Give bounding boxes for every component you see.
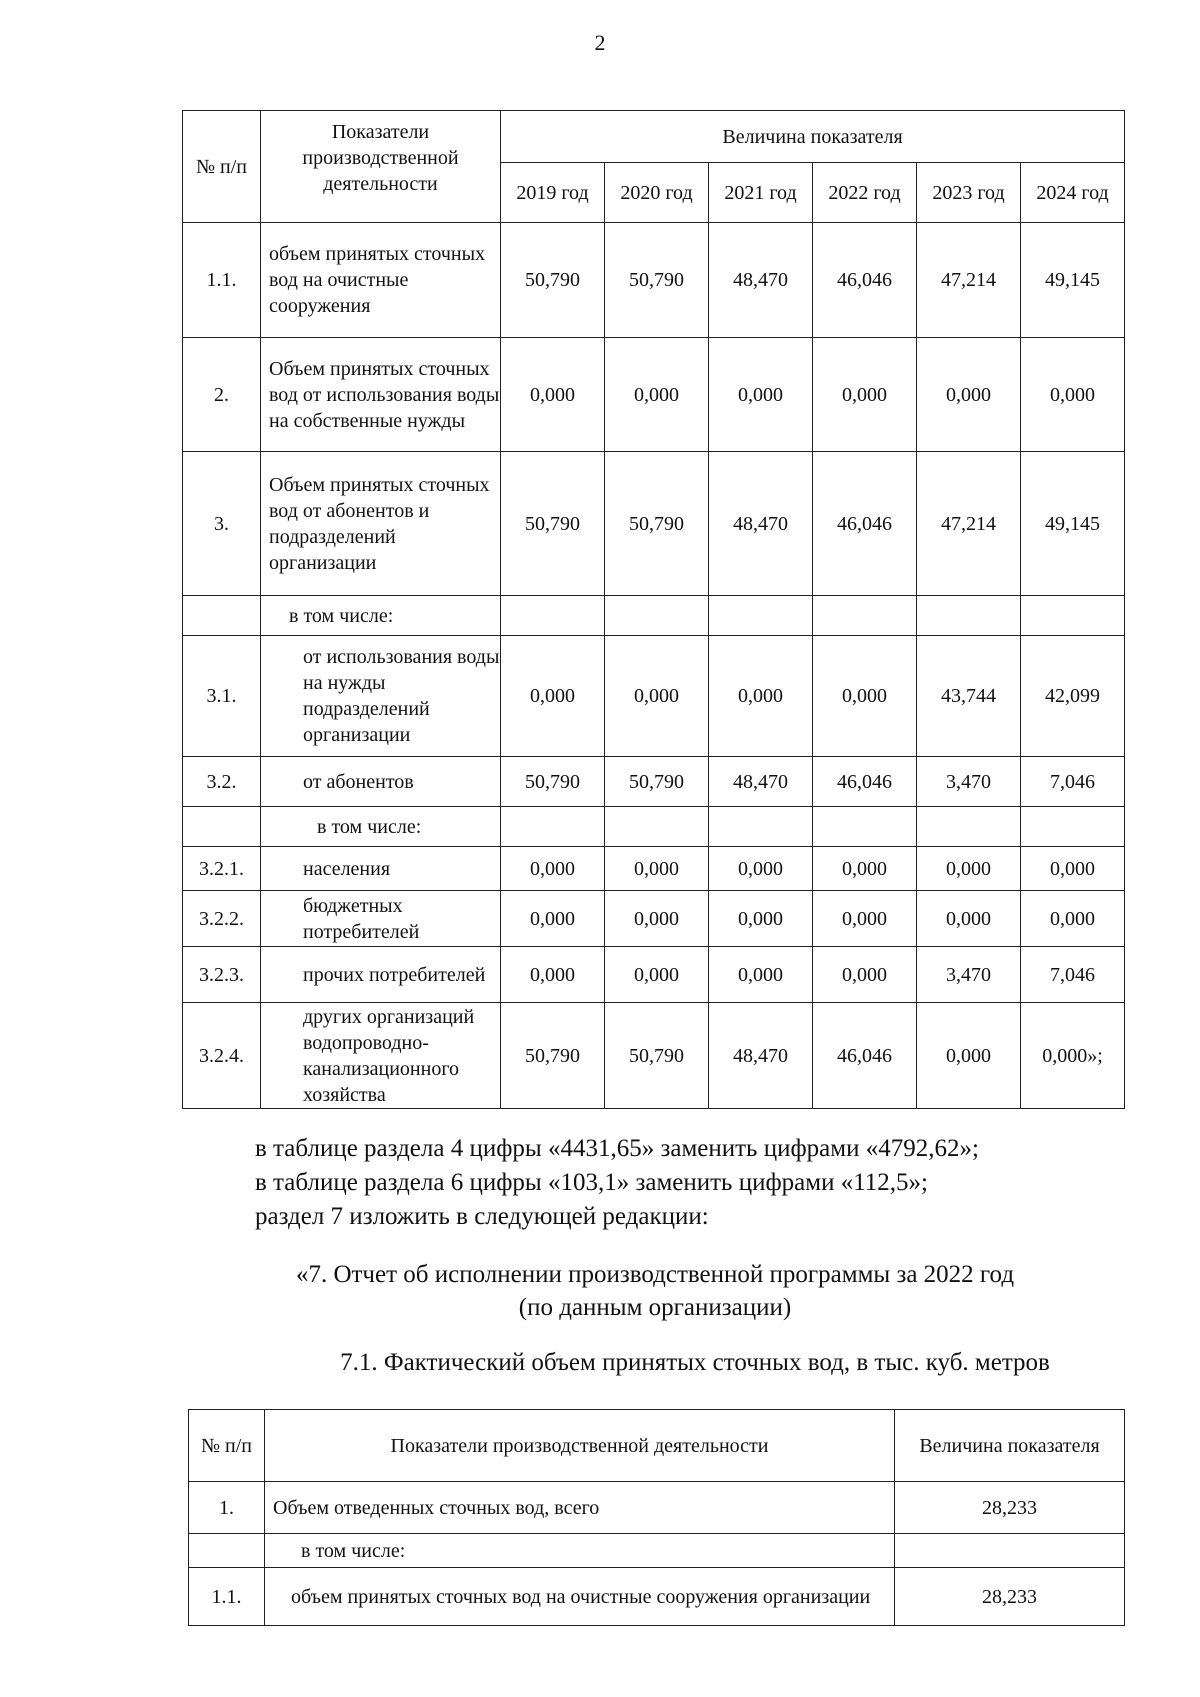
row-value: 3,470 — [917, 757, 1021, 807]
row-value: 50,790 — [501, 223, 605, 338]
row-value: 7,046 — [1021, 757, 1125, 807]
row-value: 47,214 — [917, 452, 1021, 596]
row-value: 0,000 — [605, 947, 709, 1003]
row-label: от использования воды на нужды подразделений организации — [261, 636, 501, 757]
table-row — [189, 1534, 1125, 1568]
row-label: прочих потребителей — [261, 947, 501, 1003]
row-label: населения — [261, 847, 501, 891]
row-num: 3.2. — [183, 757, 261, 807]
table-row — [189, 1482, 1125, 1534]
subsection-title: 7.1. Фактический объем принятых сточных вод, в тыс. куб. метров — [340, 1349, 1050, 1376]
header-value-group: Величина показателя — [501, 111, 1125, 163]
row-value: 43,744 — [917, 636, 1021, 757]
header-indicator: Показатели производственной деятельности — [265, 1410, 895, 1482]
wastewater-volume-table — [188, 1409, 1125, 1626]
row-value: 0,000 — [501, 636, 605, 757]
row-num: 1.1. — [189, 1568, 265, 1626]
table-row — [183, 757, 1125, 807]
row-value: 0,000 — [813, 891, 917, 947]
row-value: 0,000 — [917, 891, 1021, 947]
row-value: 7,046 — [1021, 947, 1125, 1003]
row-label: бюджетных потребителей — [261, 891, 501, 947]
header-year: 2020 год — [605, 163, 709, 223]
row-value: 0,000 — [501, 338, 605, 452]
table-row — [189, 1568, 1125, 1626]
row-value: 0,000 — [813, 847, 917, 891]
table-row — [183, 947, 1125, 1003]
row-value: 0,000 — [709, 891, 813, 947]
row-value: 0,000 — [1021, 847, 1125, 891]
row-value: 0,000 — [605, 636, 709, 757]
amendment-paragraph: в таблице раздела 4 цифры «4431,65» заменить цифрами «4792,62»; — [255, 1135, 979, 1162]
header-year: 2024 год — [1021, 163, 1125, 223]
row-value: 50,790 — [605, 452, 709, 596]
row-num: 3.2.1. — [183, 847, 261, 891]
row-value: 0,000»; — [1021, 1003, 1125, 1109]
table-row — [183, 338, 1125, 452]
row-value: 50,790 — [605, 757, 709, 807]
header-year: 2023 год — [917, 163, 1021, 223]
row-value: 0,000 — [813, 636, 917, 757]
table-row — [183, 636, 1125, 757]
row-label: объем принятых сточных вод на очистные сооружения — [261, 223, 501, 338]
row-label: других организаций водопроводно-канализационного хозяйства — [261, 1003, 501, 1109]
table-row — [183, 223, 1125, 338]
row-value: 50,790 — [605, 1003, 709, 1109]
row-num: 3.2.4. — [183, 1003, 261, 1109]
header-year: 2019 год — [501, 163, 605, 223]
row-num — [189, 1534, 265, 1568]
row-num: 3.2.2. — [183, 891, 261, 947]
row-value — [895, 1534, 1125, 1568]
row-value: 0,000 — [917, 338, 1021, 452]
table-row — [183, 1003, 1125, 1109]
page-number: 2 — [594, 30, 606, 55]
row-value: 49,145 — [1021, 223, 1125, 338]
row-num: 3.1. — [183, 636, 261, 757]
row-label: в том числе: — [261, 596, 501, 636]
row-num — [183, 807, 261, 847]
row-value: 0,000 — [709, 847, 813, 891]
section-title: «7. Отчет об исполнении производственной программы за 2022 год — [295, 1261, 1015, 1288]
row-value: 0,000 — [605, 847, 709, 891]
row-value: 48,470 — [709, 1003, 813, 1109]
amendment-paragraph: раздел 7 изложить в следующей редакции: — [255, 1203, 709, 1230]
table-row — [183, 807, 1125, 847]
header-num: № п/п — [189, 1410, 265, 1482]
header-year: 2022 год — [813, 163, 917, 223]
header-value: Величина показателя — [895, 1410, 1125, 1482]
row-label: в том числе: — [265, 1534, 895, 1568]
row-value: 50,790 — [605, 223, 709, 338]
row-value: 0,000 — [709, 947, 813, 1003]
table-row — [183, 891, 1125, 947]
row-label: Объем принятых сточных вод от использования воды на собственные нужды — [261, 338, 501, 452]
row-num — [183, 596, 261, 636]
row-value: 3,470 — [917, 947, 1021, 1003]
row-value: 0,000 — [813, 338, 917, 452]
row-value: 0,000 — [709, 338, 813, 452]
row-value: 0,000 — [501, 947, 605, 1003]
row-value: 50,790 — [501, 452, 605, 596]
row-value: 0,000 — [709, 636, 813, 757]
amendment-paragraph: в таблице раздела 6 цифры «103,1» заменить цифрами «112,5»; — [255, 1169, 928, 1196]
row-value: 50,790 — [501, 1003, 605, 1109]
table-row — [183, 847, 1125, 891]
row-label: в том числе: — [261, 807, 501, 847]
row-value: 46,046 — [813, 1003, 917, 1109]
row-num: 3. — [183, 452, 261, 596]
header-year: 2021 год — [709, 163, 813, 223]
row-value: 0,000 — [501, 847, 605, 891]
row-value: 0,000 — [1021, 891, 1125, 947]
row-value: 0,000 — [917, 1003, 1021, 1109]
row-num: 1.1. — [183, 223, 261, 338]
row-value: 28,233 — [895, 1482, 1125, 1534]
header-num: № п/п — [183, 111, 261, 223]
row-value: 50,790 — [501, 757, 605, 807]
row-value: 42,099 — [1021, 636, 1125, 757]
row-value: 0,000 — [1021, 338, 1125, 452]
row-value: 0,000 — [605, 891, 709, 947]
row-label: Объем принятых сточных вод от абонентов и подразделений организации — [261, 452, 501, 596]
row-value: 49,145 — [1021, 452, 1125, 596]
table-row — [183, 596, 1125, 636]
row-value: 48,470 — [709, 757, 813, 807]
header-indicator: Показатели производственной деятельности — [261, 111, 501, 223]
row-value: 28,233 — [895, 1568, 1125, 1626]
row-value: 0,000 — [917, 847, 1021, 891]
row-value: 47,214 — [917, 223, 1021, 338]
row-value: 0,000 — [501, 891, 605, 947]
row-num: 1. — [189, 1482, 265, 1534]
table-row — [183, 452, 1125, 596]
section-subtitle: (по данным организации) — [518, 1294, 792, 1321]
row-value: 0,000 — [605, 338, 709, 452]
row-value: 46,046 — [813, 452, 917, 596]
row-num: 3.2.3. — [183, 947, 261, 1003]
row-value: 48,470 — [709, 452, 813, 596]
row-label: от абонентов — [261, 757, 501, 807]
production-indicators-table — [182, 110, 1125, 1109]
row-value: 46,046 — [813, 757, 917, 807]
row-num: 2. — [183, 338, 261, 452]
row-value: 46,046 — [813, 223, 917, 338]
row-value: 0,000 — [813, 947, 917, 1003]
row-label: объем принятых сточных вод на очистные сооружения организации — [265, 1568, 895, 1626]
row-label: Объем отведенных сточных вод, всего — [265, 1482, 895, 1534]
row-value: 48,470 — [709, 223, 813, 338]
